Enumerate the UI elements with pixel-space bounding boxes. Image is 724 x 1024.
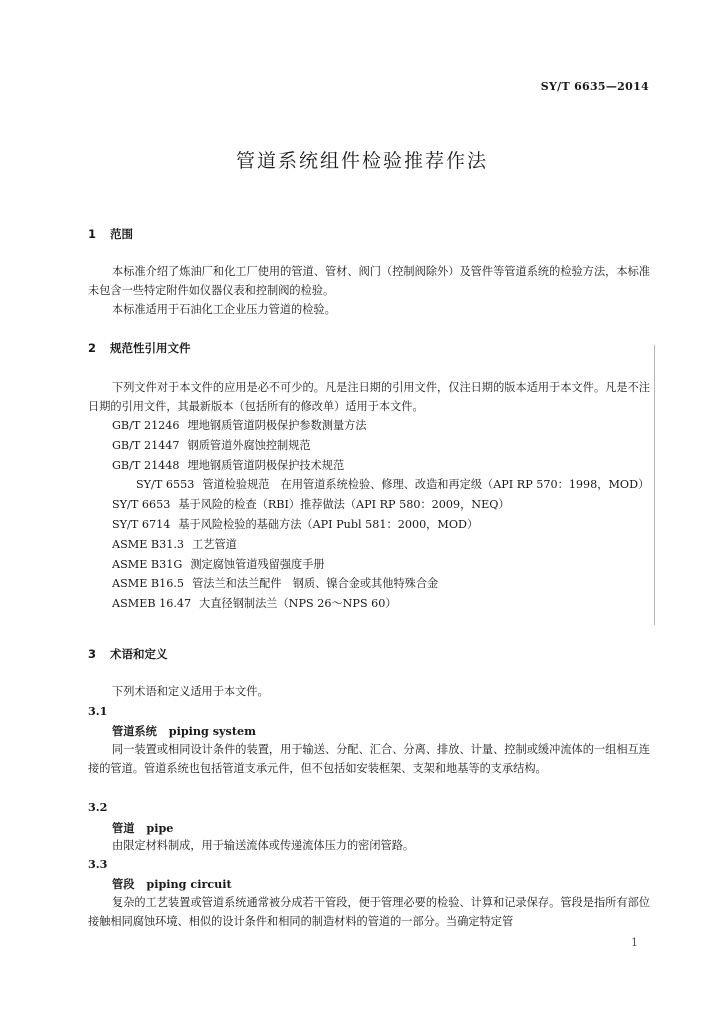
standard-number: SY/T 6635—2014 [540, 80, 649, 93]
reference-item [88, 535, 650, 555]
reference-code: GB/T 21246 [112, 419, 180, 432]
reference-code: ASME B31.3 [112, 537, 185, 551]
reference-code: SY/T 6553 [136, 478, 195, 492]
page-number: 1 [631, 936, 638, 949]
section-number: 1 [88, 227, 97, 241]
reference-item [88, 594, 650, 614]
term-en: piping system [168, 724, 256, 738]
section-1-paragraph-1: 本标准介绍了炼油厂和化工厂使用的管道、管材、阀门（控制阀除外）及管件等管道系统的检验方法，本标准未包含一些特定附件如仪器仪表和控制阀的检验。 [88, 265, 650, 297]
term-en: pipe [146, 821, 174, 835]
term-zh: 管段 [112, 878, 135, 891]
reference-code: SY/T 6653 [112, 498, 171, 512]
reference-title: 埋地钢质管道阴极保护技术规范 [187, 458, 345, 472]
section-title: 规范性引用文件 [110, 341, 191, 355]
section-title: 范围 [110, 227, 133, 241]
reference-code: ASME B16.5 [112, 577, 185, 591]
reference-item [88, 456, 650, 476]
term-definition: 同一装置或相同设计条件的装置，用于输送、分配、汇合、分离、排放、计量、控制或缓冲流体的一组相互连接的管道。管道系统也包括管道支承元件，但不包括如安装框架、支架和地基等的支承结构。 [88, 743, 650, 775]
normative-references-list [88, 416, 650, 614]
reference-item [88, 495, 650, 515]
term-en: piping circuit [146, 877, 232, 891]
reference-code: SY/T 6714 [112, 517, 171, 531]
reference-item [88, 436, 650, 456]
term-number: 3.2 [88, 800, 108, 814]
section-3-heading [88, 646, 168, 662]
reference-title: 管法兰和法兰配件 钢质、镍合金或其他特殊合金 [192, 577, 439, 591]
section-2-intro: 下列文件对于本文件的应用是必不可少的。凡是注日期的引用文件，仅注日期的版本适用于本文件。凡是不注日期的引用文件，其最新版本（包括所有的修改单）适用于本文件。 [88, 381, 650, 413]
reference-item [88, 416, 650, 436]
reference-item [88, 574, 650, 594]
reference-title: 测定腐蚀管道残留强度手册 [190, 557, 325, 571]
reference-title: 工艺管道 [192, 537, 237, 551]
term-number: 3.1 [88, 704, 108, 718]
section-number: 3 [88, 647, 97, 661]
section-1-heading [88, 226, 133, 242]
section-3-intro: 下列术语和定义适用于本文件。 [112, 685, 269, 698]
reference-title: 管道检验规范 在用管道系统检验、修理、改造和再定级（API RP 570：1998，MOD） [202, 478, 650, 492]
reference-item [88, 475, 650, 495]
term-zh: 管道系统 [112, 725, 157, 738]
reference-title: 基于风险的检查（RBI）推荐做法（API RP 580：2009，NEQ） [178, 498, 510, 512]
section-1-paragraph-2: 本标准适用于石油化工企业压力管道的检验。 [112, 303, 336, 316]
reference-title: 基于风险检验的基础方法（API Publ 581：2000，MOD） [178, 517, 479, 531]
reference-title: 钢质管道外腐蚀控制规范 [187, 438, 311, 452]
reference-item [88, 555, 650, 575]
reference-code: ASMEB 16.47 [112, 597, 192, 611]
term-heading [112, 820, 173, 836]
reference-title: 埋地钢质管道阴极保护参数测量方法 [187, 419, 367, 432]
reference-code: GB/T 21448 [112, 458, 180, 472]
term-number: 3.3 [88, 857, 108, 871]
section-2-heading [88, 340, 191, 356]
reference-title: 大直径钢制法兰（NPS 26～NPS 60） [199, 597, 397, 611]
reference-item [88, 515, 650, 535]
term-heading [112, 876, 232, 892]
term-definition: 由限定材料制成，用于输送流体或传递流体压力的密闭管路。 [112, 839, 415, 852]
reference-code: GB/T 21447 [112, 438, 180, 452]
document-title: 管道系统组件检验推荐作法 [235, 150, 488, 172]
term-heading [112, 723, 256, 739]
section-number: 2 [88, 341, 97, 355]
section-title: 术语和定义 [110, 647, 168, 661]
term-zh: 管道 [112, 822, 135, 835]
term-definition: 复杂的工艺装置或管道系统通常被分成若干管段，便于管理必要的检验、计算和记录保存。管段是指所有部位接触相同腐蚀环境、相似的设计条件和相同的制造材料的管道的一部分。当确定特定管 [88, 896, 650, 928]
change-bar [654, 345, 655, 625]
reference-code: ASME B31G [112, 557, 183, 571]
